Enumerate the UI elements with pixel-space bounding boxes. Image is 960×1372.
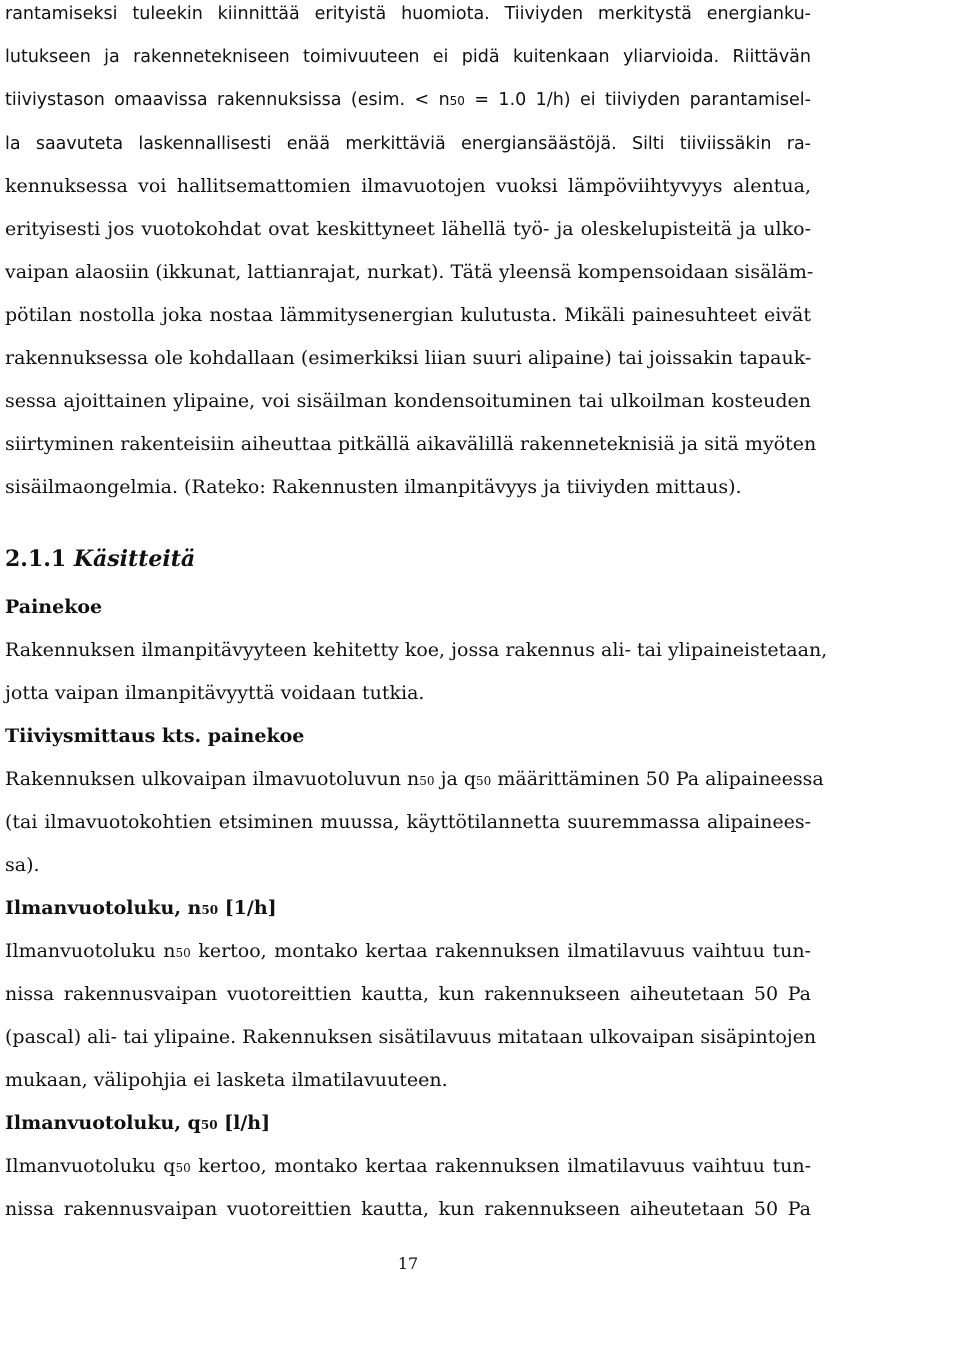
paragraph-line: sessa ajoittainen ylipaine, voi sisäilman kondensoituminen tai ulkoilman kosteuden	[5, 390, 811, 412]
definition-line	[5, 767, 824, 791]
paragraph-text: tiiviystason omaavissa rakennuksissa (esim. < n	[5, 90, 450, 110]
paragraph-text: = 1.0 1/h) ei tiiviyden parantamisel-	[464, 90, 811, 110]
definition-line: nissa rakennusvaipan vuotoreittien kautta, kun rakennukseen aiheutetaan 50 Pa	[5, 1198, 811, 1220]
paragraph-line: rantamiseksi tuleekin kiinnittää erityistä huomiota. Tiiviyden merkitystä energianku-	[5, 4, 811, 24]
paragraph-line	[5, 88, 811, 112]
definition-text: Rakennuksen ulkovaipan ilmavuotoluvun n	[5, 768, 420, 790]
definition-text: kertoo, montako kertaa rakennuksen ilmatilavuus vaihtuu tun-	[190, 1155, 811, 1177]
paragraph-line: kennuksessa voi hallitsemattomien ilmavuotojen vuoksi lämpöviihtyvyys alentua,	[5, 175, 811, 197]
paragraph-line: vaipan alaosiin (ikkunat, lattianrajat, nurkat). Tätä yleensä kompensoidaan sisäläm-	[5, 261, 814, 283]
definition-line: Rakennuksen ilmanpitävyyteen kehitetty koe, jossa rakennus ali- tai ylipaineistetaan,	[5, 639, 828, 661]
subscript: 50	[419, 774, 435, 788]
term-heading-text: Ilmanvuotoluku, n	[5, 897, 202, 919]
definition-text: ja q	[434, 768, 477, 790]
term-heading-q50	[5, 1111, 811, 1135]
paragraph-line: pötilan nostolla joka nostaa lämmitysenergian kulutusta. Mikäli painesuhteet eivät	[5, 304, 811, 326]
section-heading	[5, 545, 195, 573]
definition-text: Ilmanvuotoluku n	[5, 940, 176, 962]
paragraph-text: Silti tiiviissäkin ra-	[616, 134, 811, 154]
paragraph-line: siirtyminen rakenteisiin aiheuttaa pitkällä aikavälillä rakenneteknisiä ja sitä myöten	[5, 433, 817, 455]
subscript: 50	[201, 903, 219, 917]
page-number: 17	[397, 1254, 419, 1273]
paragraph-line: rakennuksessa ole kohdallaan (esimerkiksi liian suuri alipaine) tai joissakin tapauk-	[5, 347, 812, 369]
definition-line: sa).	[5, 854, 40, 876]
definition-line: (tai ilmavuotokohtien etsiminen muussa, käyttötilannetta suuremmassa alipainees-	[5, 811, 811, 833]
paragraph-line: lutukseen ja rakennetekniseen toimivuuteen ei pidä kuitenkaan yliarvioida. Riittävän	[5, 47, 811, 67]
subscript: 50	[476, 774, 492, 788]
term-heading-text: Ilmanvuotoluku, q	[5, 1112, 201, 1134]
subscript: 50	[449, 94, 465, 108]
definition-line: (pascal) ali- tai ylipaine. Rakennuksen sisätilavuus mitataan ulkovaipan sisäpintojen	[5, 1026, 817, 1048]
paragraph-line: sisäilmaongelmia. (Rateko: Rakennusten ilmanpitävyys ja tiiviyden mittaus).	[5, 476, 742, 498]
paragraph-line	[5, 131, 811, 155]
subscript: 50	[175, 946, 191, 960]
section-number: 2.1.1	[5, 546, 67, 572]
term-heading-n50	[5, 896, 811, 920]
subscript: 50	[175, 1161, 191, 1175]
term-heading-painekoe: Painekoe	[5, 596, 103, 618]
subscript: 50	[200, 1118, 218, 1132]
section-title: Käsitteitä	[73, 546, 196, 572]
term-heading-text: [1/h]	[218, 897, 277, 919]
definition-line	[5, 939, 811, 963]
term-heading-text: [l/h]	[217, 1112, 271, 1134]
definition-line: nissa rakennusvaipan vuotoreittien kautta, kun rakennukseen aiheutetaan 50 Pa	[5, 983, 811, 1005]
definition-line: mukaan, välipohjia ei lasketa ilmatilavuuteen.	[5, 1069, 448, 1091]
term-heading-tiiviysmittaus: Tiiviysmittaus kts. painekoe	[5, 725, 305, 747]
definition-text: kertoo, montako kertaa rakennuksen ilmatilavuus vaihtuu tun-	[190, 940, 811, 962]
paragraph-text: la saavuteta laskennallisesti enää merkittäviä energiansäästöjä.	[5, 134, 617, 154]
definition-line: jotta vaipan ilmanpitävyyttä voidaan tutkia.	[5, 682, 425, 704]
definition-text: Ilmanvuotoluku q	[5, 1155, 176, 1177]
paragraph-line: erityisesti jos vuotokohdat ovat keskittyneet lähellä työ- ja oleskelupisteitä ja ulko-	[5, 218, 811, 240]
definition-text: määrittäminen 50 Pa alipaineessa	[491, 768, 824, 790]
definition-line	[5, 1154, 811, 1178]
